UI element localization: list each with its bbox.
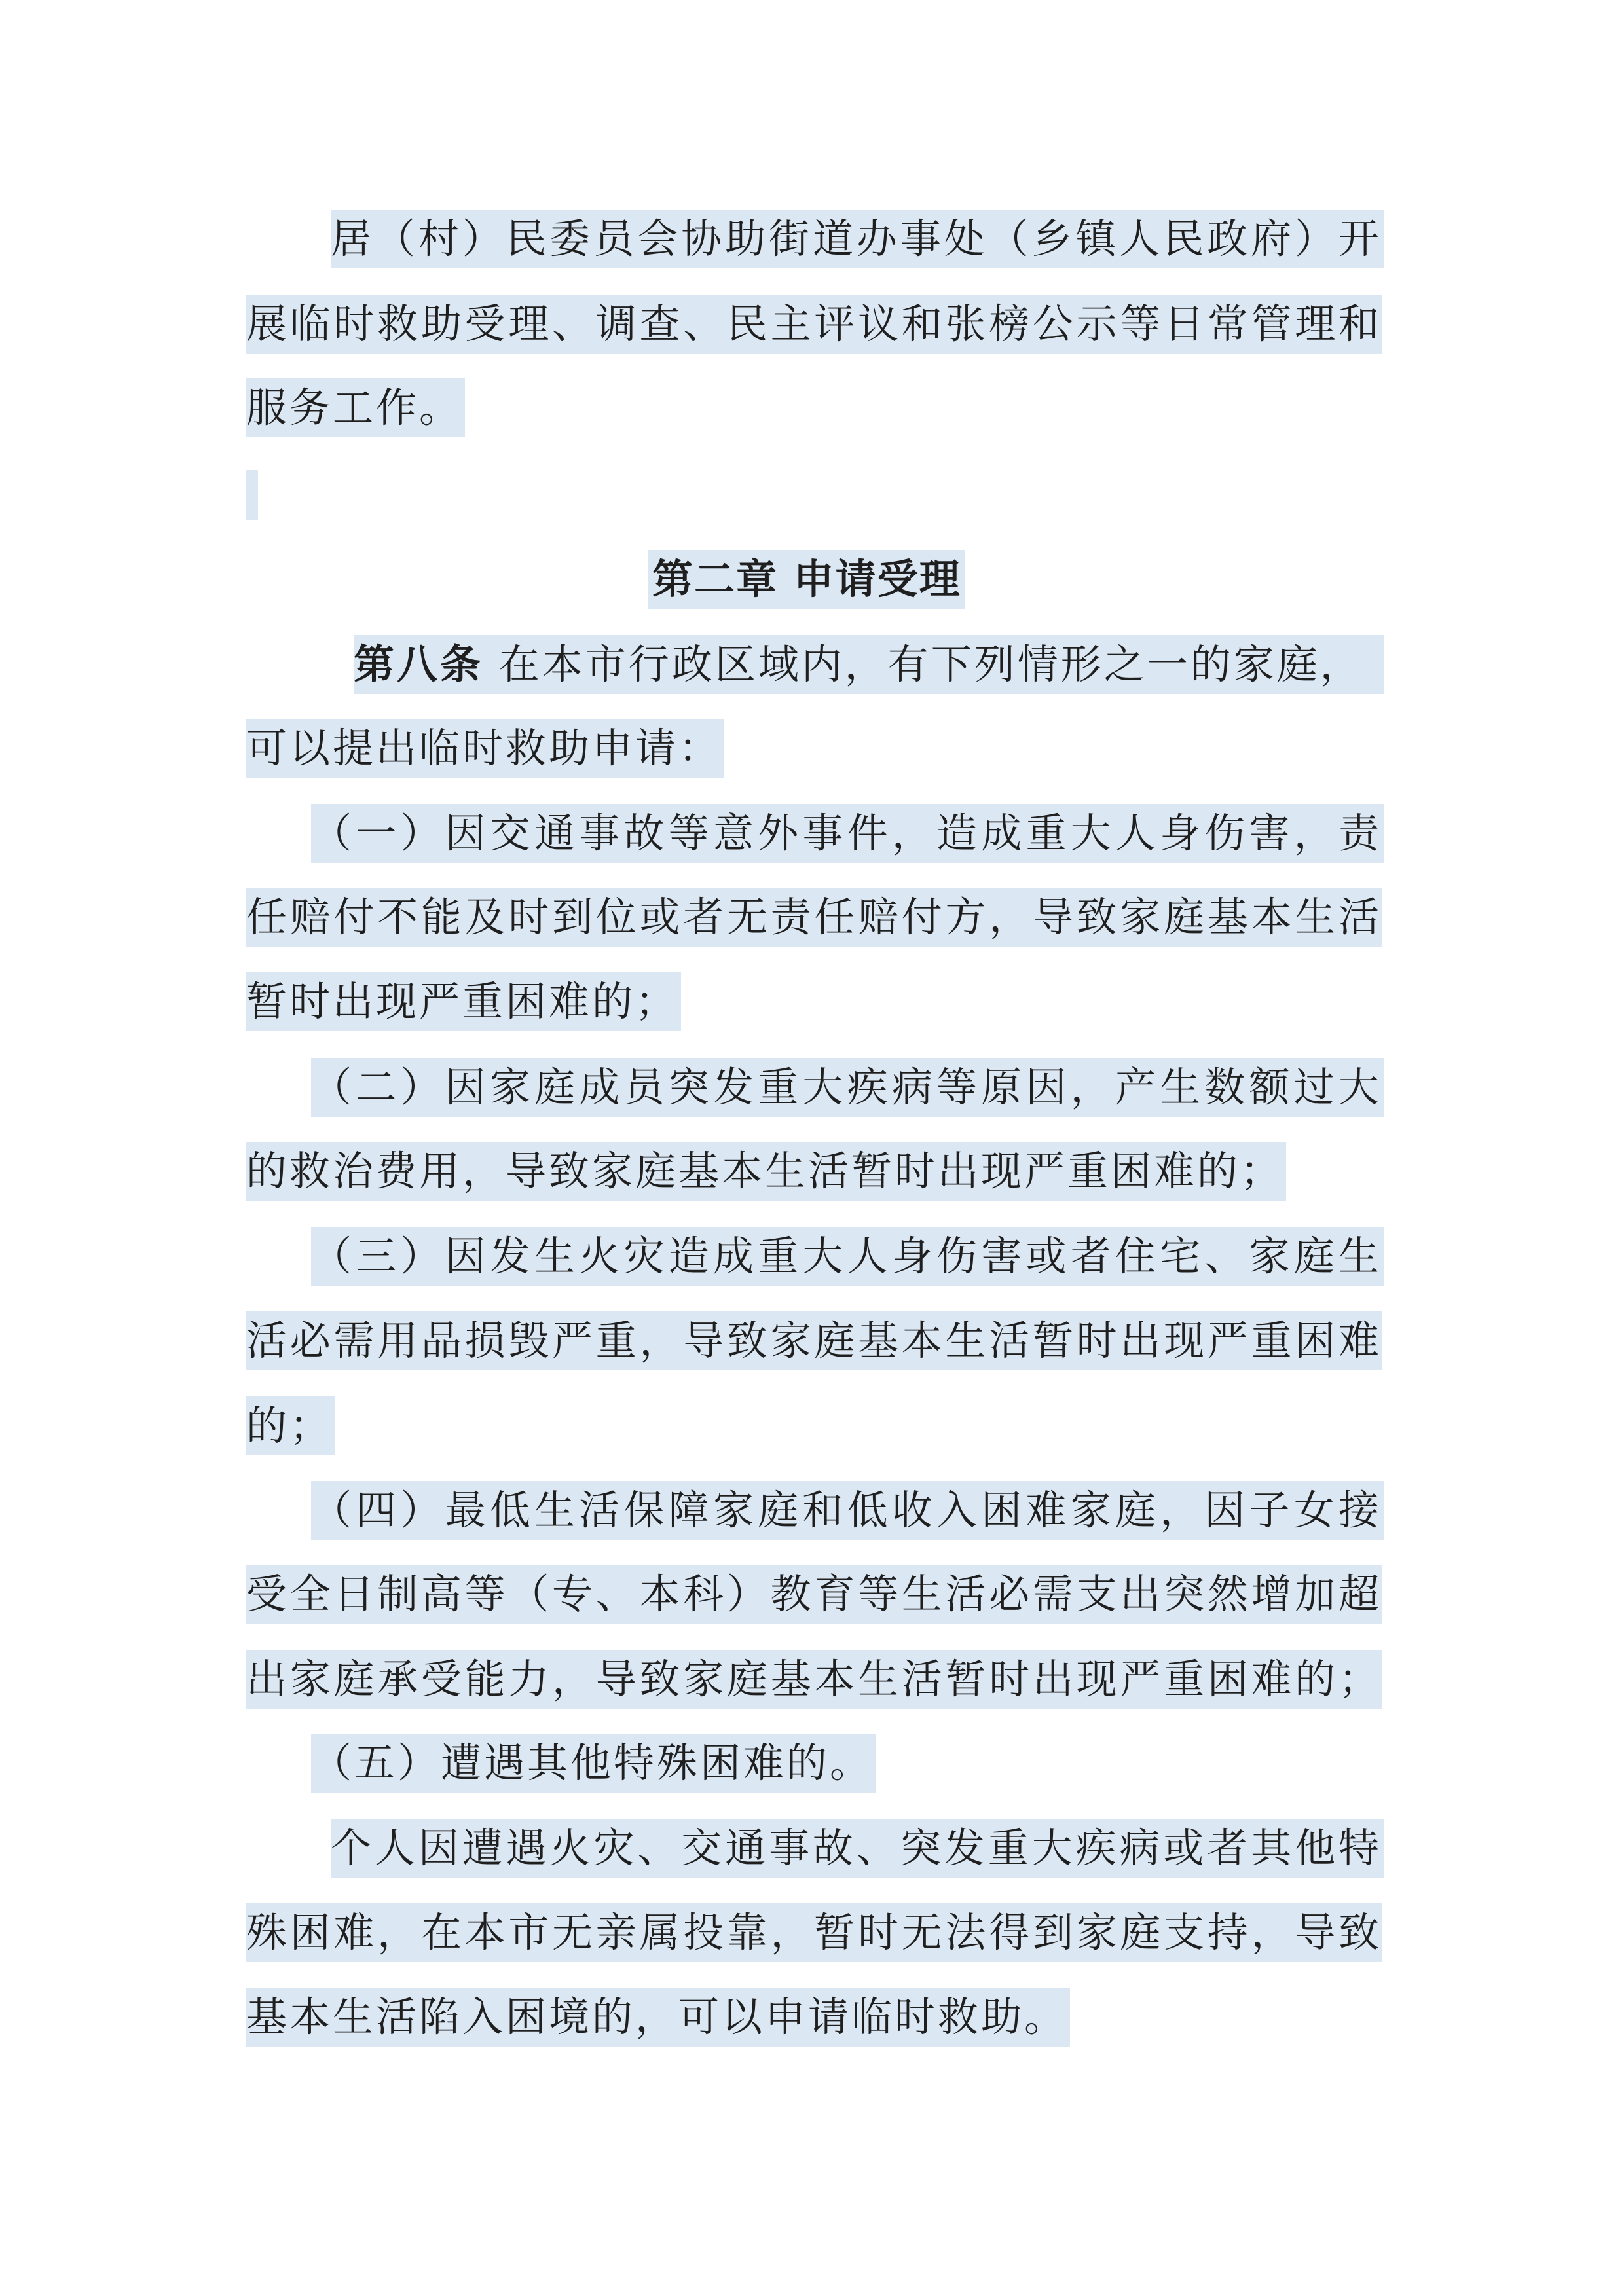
chapter-heading: 第二章 申请受理 [648, 550, 965, 609]
paragraph-line [331, 210, 1384, 268]
paragraph-text: 基本生活陷入困境的，可以申请临时救助。 [246, 1988, 1070, 2047]
paragraph-line [331, 1819, 1384, 1878]
list-item-line [246, 1650, 1382, 1709]
list-item-text: （二）因家庭成员突发重大疾病等原因，产生数额过大 [311, 1058, 1384, 1117]
list-item-text: 出家庭承受能力，导致家庭基本生活暂时出现严重困难的； [246, 1650, 1382, 1709]
article-line [354, 635, 1384, 694]
paragraph-line [246, 295, 1382, 354]
empty-paragraph-marker [246, 470, 258, 520]
list-item-line [246, 1311, 1382, 1370]
paragraph-line [246, 1903, 1382, 1962]
paragraph-text: 殊困难，在本市无亲属投靠，暂时无法得到家庭支持，导致 [246, 1903, 1382, 1962]
list-item-text: （五）遭遇其他特殊困难的。 [311, 1734, 876, 1793]
list-item-text: 受全日制高等（专、本科）教育等生活必需支出突然增加超 [246, 1565, 1382, 1624]
paragraph-text: 展临时救助受理、调查、民主评议和张榜公示等日常管理和 [246, 295, 1382, 354]
list-item-text: （一）因交通事故等意外事件，造成重大人身伤害，责 [311, 804, 1384, 863]
list-item-line [311, 1481, 1384, 1540]
list-item-text: 暂时出现严重困难的； [246, 972, 681, 1031]
article-line [246, 719, 724, 778]
list-item-text: 活必需用品损毁严重，导致家庭基本生活暂时出现严重困难 [246, 1311, 1382, 1370]
list-item-text: （三）因发生火灾造成重大人身伤害或者住宅、家庭生 [311, 1227, 1384, 1286]
list-item-line [311, 804, 1384, 863]
list-item-text: 的救治费用，导致家庭基本生活暂时出现严重困难的； [246, 1142, 1286, 1201]
paragraph-text: 个人因遭遇火灾、交通事故、突发重大疾病或者其他特 [331, 1819, 1384, 1878]
list-item-line [246, 1142, 1286, 1201]
list-item-text: 的； [246, 1396, 335, 1455]
list-item-line [246, 1565, 1382, 1624]
list-item-line [246, 888, 1382, 947]
list-item-line [311, 1058, 1384, 1117]
list-item-line [311, 1227, 1384, 1286]
list-item-text: 任赔付不能及时到位或者无责任赔付方，导致家庭基本生活 [246, 888, 1382, 947]
list-item-text: （四）最低生活保障家庭和低收入困难家庭，因子女接 [311, 1481, 1384, 1540]
list-item-line [246, 1396, 335, 1455]
list-item-line [311, 1734, 876, 1793]
article-highlight [354, 635, 1384, 694]
article-text: 可以提出临时救助申请： [246, 719, 724, 778]
paragraph-line [246, 378, 465, 437]
paragraph-text: 居（村）民委员会协助街道办事处（乡镇人民政府）开 [331, 210, 1384, 268]
list-item-line [246, 972, 681, 1031]
article-label: 第八条 [354, 640, 484, 688]
paragraph-text: 服务工作。 [246, 378, 465, 437]
paragraph-line [246, 1988, 1070, 2047]
article-text: 在本市行政区域内，有下列情形之一的家庭， [498, 640, 1363, 688]
